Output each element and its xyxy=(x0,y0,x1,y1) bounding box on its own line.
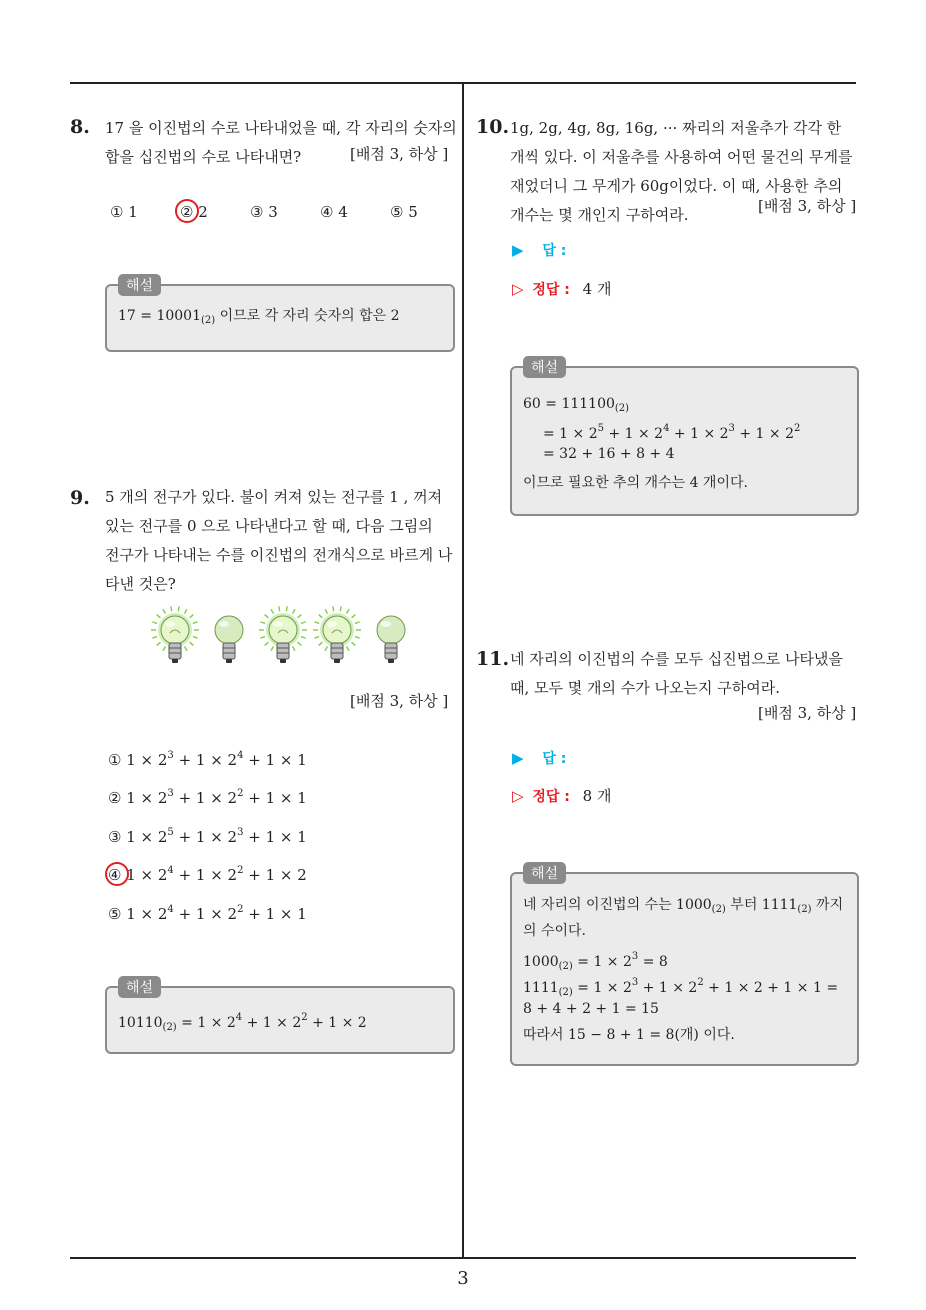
q10-score: [배점 3, 하상 ] xyxy=(758,197,857,215)
unlit-bulb-icon xyxy=(204,605,254,670)
q11-correct-value: 8 개 xyxy=(582,787,612,805)
q9-text xyxy=(105,483,455,599)
column-divider xyxy=(462,82,464,1259)
q10-line: 1g, 2g, 4g, 8g, 16g, ··· 짜리의 저울추가 각각 한 xyxy=(510,119,842,137)
play-arrow-icon: ▶ xyxy=(512,241,524,259)
q11-text xyxy=(510,645,858,703)
q8-option-5[interactable]: ⑤ 5 xyxy=(390,203,418,221)
q8-score: [배점 3, 하상 ] xyxy=(350,145,449,163)
q11-explanation-line-5: 8 + 4 + 2 + 1 = 15 xyxy=(523,1001,659,1017)
q11-correct-row xyxy=(512,785,611,806)
q9-option-4[interactable]: ④ $1 \times 2^4 + 1 \times 2^2 + 1 \times 2$ xyxy=(108,865,307,884)
q10-explanation-tag: 해설 xyxy=(523,356,566,378)
q11-line: 네 자리의 이진법의 수를 모두 십진법으로 나타냈을 xyxy=(510,650,843,668)
q8-option-3[interactable]: ③ 3 xyxy=(250,203,278,221)
q10-line: 개씩 있다. 이 저울추를 사용하여 어떤 물건의 무게를 xyxy=(510,148,853,166)
outline-arrow-icon: ▷ xyxy=(512,280,524,298)
q10-explanation-line-1: $60 = 111100_{(2)}$ xyxy=(523,396,630,414)
q9-score: [배점 3, 하상 ] xyxy=(350,692,449,710)
q11-explanation-line-2: 의 수이다. xyxy=(523,923,586,939)
q8-line: 합을 십진법의 수로 나타내면? xyxy=(105,148,302,166)
q11-score: [배점 3, 하상 ] xyxy=(758,704,857,722)
q9-option-2[interactable]: ② $1 \times 2^3 + 1 \times 2^2 + 1 \times 1$ xyxy=(108,788,307,807)
q11-explanation-line-4: $1111_{(2)} = 1 \times 2^3 + 1 \times 2^2 + 1 \times 2 + 1 \times 1$ = xyxy=(523,977,839,998)
q11-explanation-tag: 해설 xyxy=(523,862,566,884)
q10-explanation-line-2: = $1 \times 2^5 + 1 \times 2^4 + 1 \times 2^3 + 1 \times 2^2$ xyxy=(543,423,801,442)
q10-line: 개수는 몇 개인지 구하여라. xyxy=(510,206,689,224)
q10-correct-value: 4 개 xyxy=(582,280,612,298)
q8-number: 8. xyxy=(70,116,90,138)
q9-line: 있는 전구를 0 으로 나타낸다고 할 때, 다음 그림의 xyxy=(105,517,433,535)
q10-explanation-line-3: = 32 + 16 + 8 + 4 xyxy=(543,446,675,462)
unlit-bulb-icon xyxy=(366,605,416,670)
q10-explanation-line-4: 이므로 필요한 추의 개수는 4 개이다. xyxy=(523,475,748,491)
q10-correct-label: 정답 : xyxy=(532,282,570,298)
q9-line: 전구가 나타내는 수를 이진법의 전개식으로 바르게 나 xyxy=(105,546,453,564)
q9-explanation-text: $10110_{(2)} = 1 \times 2^4 + 1 \times 2^2 + 1 \times 2$ xyxy=(118,1012,367,1033)
q8-explanation-tag: 해설 xyxy=(118,274,161,296)
q9-line: 5 개의 전구가 있다. 불이 켜져 있는 전구를 1 , 꺼져 xyxy=(105,488,443,506)
lit-bulb-icon xyxy=(312,605,362,670)
lit-bulb-icon xyxy=(258,605,308,670)
q9-explanation-tag: 해설 xyxy=(118,976,161,998)
q9-answer-circle-mark xyxy=(105,862,129,886)
q11-line: 때, 모두 몇 개의 수가 나오는지 구하여라. xyxy=(510,679,780,697)
q10-number: 10. xyxy=(476,116,510,138)
q9-option-5[interactable]: ⑤ $1 \times 2^4 + 1 \times 2^2 + 1 \times 1$ xyxy=(108,904,307,923)
play-arrow-icon: ▶ xyxy=(512,749,524,767)
q9-line: 타낸 것은? xyxy=(105,575,176,593)
q10-line: 재었더니 그 무게가 60g이었다. 이 때, 사용한 추의 xyxy=(510,177,843,195)
q8-option-2[interactable]: ② 2 xyxy=(180,203,208,221)
q8-line: 17 을 이진법의 수로 나타내었을 때, 각 자리의 숫자의 xyxy=(105,119,457,137)
lit-bulb-icon xyxy=(150,605,200,670)
q8-option-1[interactable]: ① 1 xyxy=(110,203,138,221)
page-number: 3 xyxy=(457,1268,469,1289)
q11-explanation-line-6: 따라서 15 − 8 + 1 = 8(개) 이다. xyxy=(523,1027,735,1043)
outline-arrow-icon: ▷ xyxy=(512,787,524,805)
q9-bulb-figure xyxy=(150,605,420,670)
q11-answer-row[interactable] xyxy=(512,748,566,768)
q11-explanation-line-3: $1000_{(2)} = 1 \times 2^3 = 8$ xyxy=(523,951,668,972)
q8-answer-circle-mark xyxy=(175,199,199,223)
q11-number: 11. xyxy=(476,648,510,670)
q11-explanation-line-1: 네 자리의 이진법의 수는 $1000_{(2)}$ 부터 $1111_{(2)}$ 까지 xyxy=(523,897,844,915)
q11-correct-label: 정답 : xyxy=(532,789,570,805)
q9-option-1[interactable]: ① $1 \times 2^3 + 1 \times 2^4 + 1 \times 1$ xyxy=(108,750,307,769)
q8-option-4[interactable]: ④ 4 xyxy=(320,203,348,221)
q8-explanation-text: $17 = 10001_{(2)}$ 이므로 각 자리 숫자의 합은 2 xyxy=(118,308,400,326)
q11-answer-label: 답 : xyxy=(542,751,567,767)
q10-answer-label: 답 : xyxy=(542,243,567,259)
q9-number: 9. xyxy=(70,487,90,509)
q10-answer-row[interactable] xyxy=(512,240,566,260)
q9-option-3[interactable]: ③ $1 \times 2^5 + 1 \times 2^3 + 1 \times 1$ xyxy=(108,827,307,846)
q10-correct-row xyxy=(512,278,611,299)
